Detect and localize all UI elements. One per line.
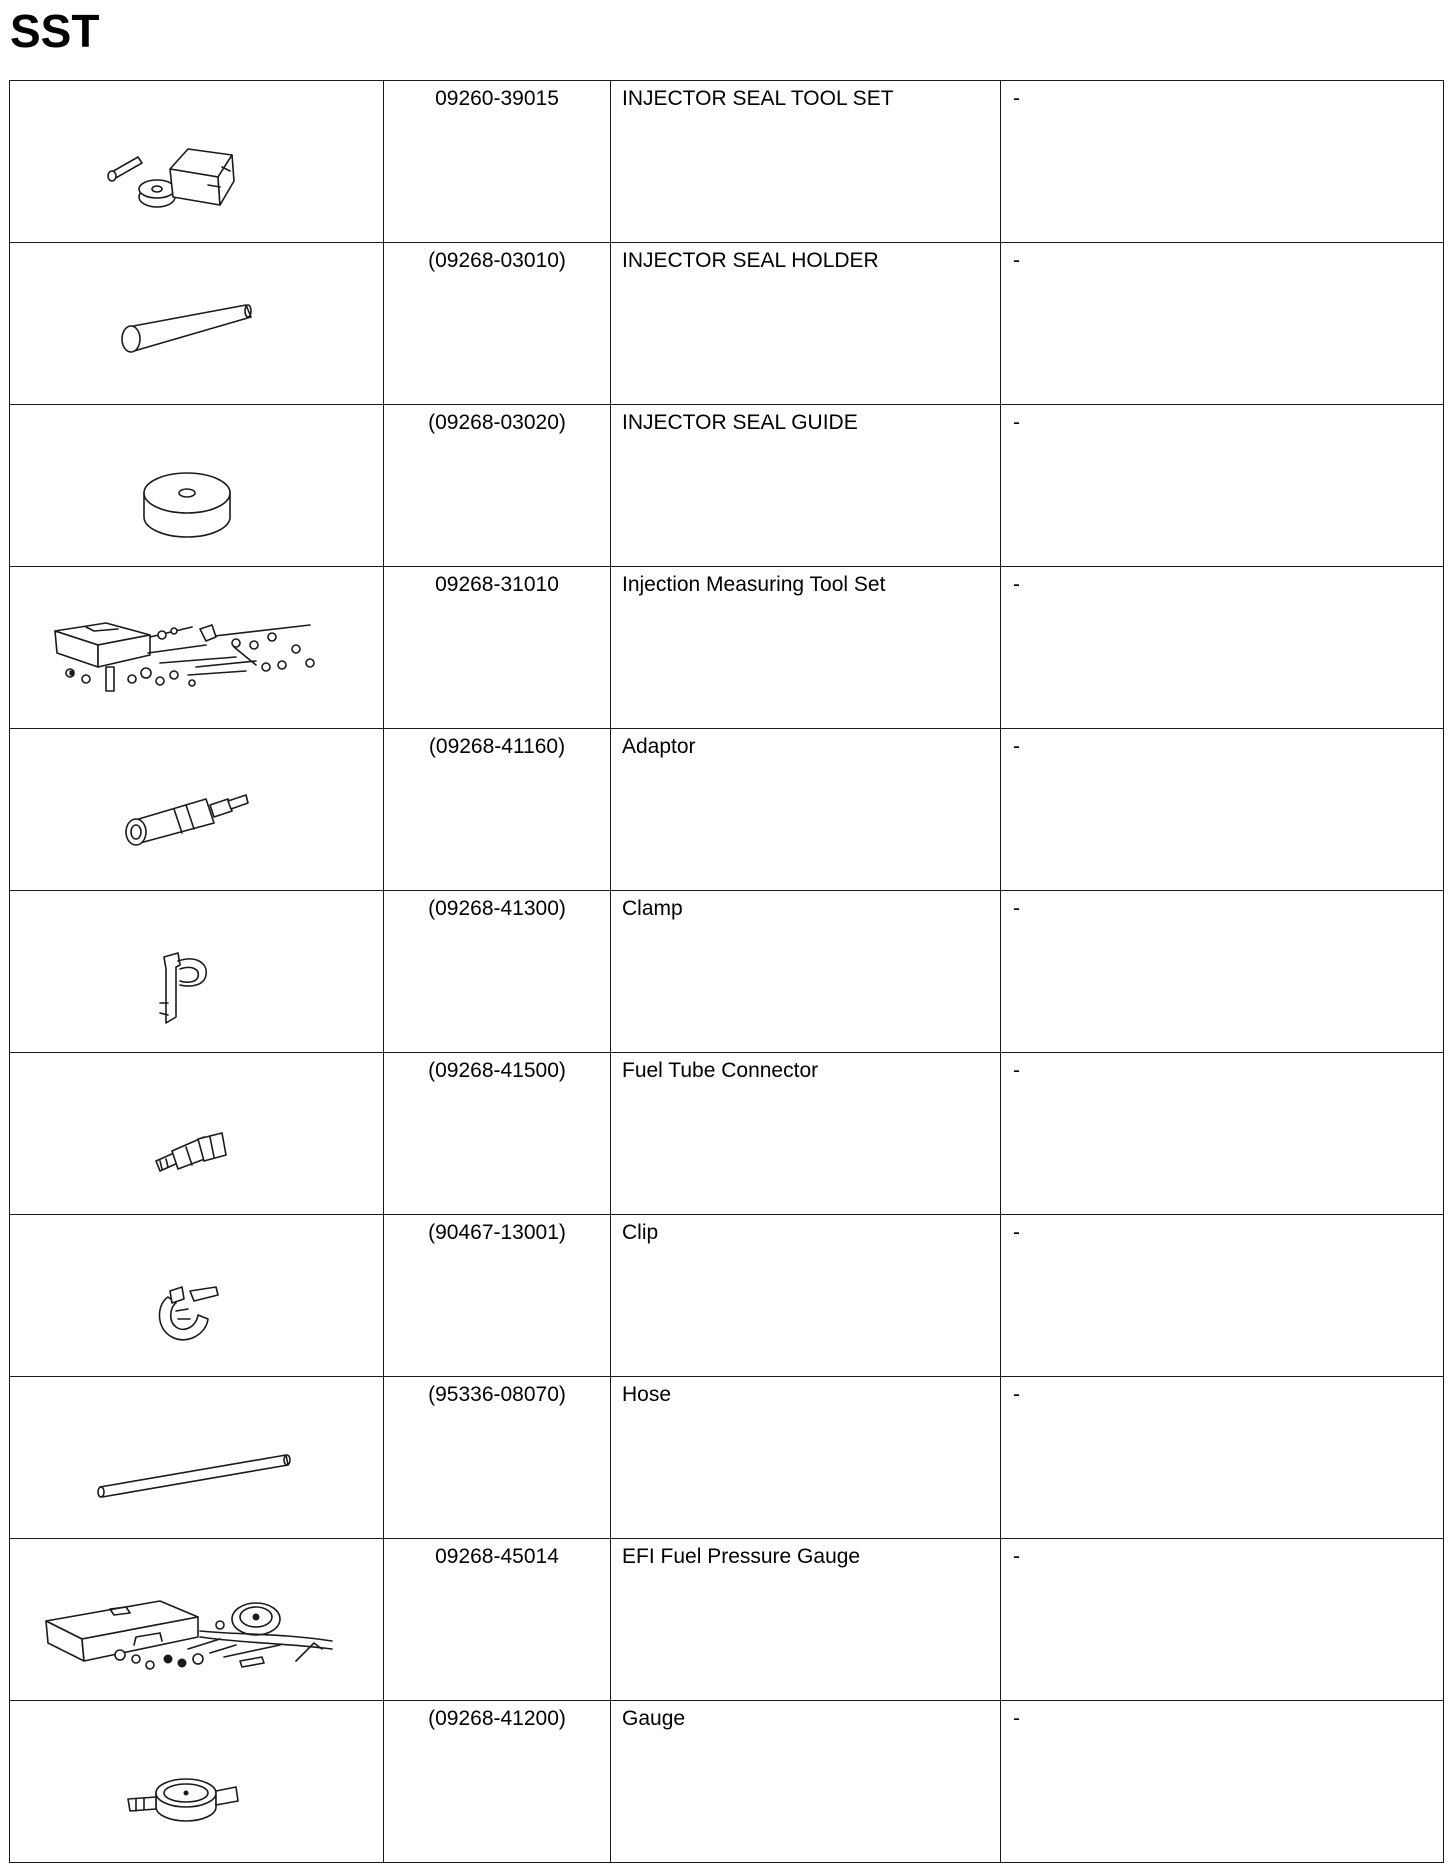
sst-table <box>9 80 1444 1863</box>
tool-note: - <box>1001 567 1444 729</box>
part-number: 09268-31010 <box>384 567 611 729</box>
tool-image-cell <box>10 1053 384 1215</box>
clamp-icon <box>10 891 383 1052</box>
table-row <box>10 1539 1444 1701</box>
hose-icon <box>10 1377 383 1538</box>
tool-note: - <box>1001 1215 1444 1377</box>
tool-note: - <box>1001 81 1444 243</box>
part-number: (95336-08070) <box>384 1377 611 1539</box>
tool-name: INJECTOR SEAL TOOL SET <box>611 81 1001 243</box>
tool-name: Clamp <box>611 891 1001 1053</box>
tool-name: Clip <box>611 1215 1001 1377</box>
tool-image-cell <box>10 1539 384 1701</box>
tool-image-cell <box>10 729 384 891</box>
table-row <box>10 1053 1444 1215</box>
injector-seal-tool-set-icon <box>10 81 383 242</box>
tool-name: Hose <box>611 1377 1001 1539</box>
tool-name: Adaptor <box>611 729 1001 891</box>
part-number: (09268-41500) <box>384 1053 611 1215</box>
injector-seal-holder-icon <box>10 243 383 404</box>
tool-image-cell <box>10 1215 384 1377</box>
tool-name: Fuel Tube Connector <box>611 1053 1001 1215</box>
adaptor-icon <box>10 729 383 890</box>
tool-image-cell <box>10 567 384 729</box>
tool-name: INJECTOR SEAL GUIDE <box>611 405 1001 567</box>
table-row <box>10 729 1444 891</box>
tool-note: - <box>1001 891 1444 1053</box>
part-number: (09268-41160) <box>384 729 611 891</box>
table-row <box>10 567 1444 729</box>
gauge-icon <box>10 1701 383 1862</box>
table-row <box>10 405 1444 567</box>
table-row <box>10 1377 1444 1539</box>
tool-name: INJECTOR SEAL HOLDER <box>611 243 1001 405</box>
tool-note: - <box>1001 1377 1444 1539</box>
tool-image-cell <box>10 81 384 243</box>
tool-name: Gauge <box>611 1701 1001 1863</box>
tool-note: - <box>1001 1539 1444 1701</box>
part-number: (09268-41200) <box>384 1701 611 1863</box>
page-title: SST <box>10 5 100 57</box>
table-row <box>10 243 1444 405</box>
part-number: 09268-45014 <box>384 1539 611 1701</box>
part-number: (09268-03020) <box>384 405 611 567</box>
table-row <box>10 1701 1444 1863</box>
table-row <box>10 1215 1444 1377</box>
efi-fuel-pressure-gauge-icon <box>10 1539 383 1700</box>
tool-image-cell <box>10 1377 384 1539</box>
table-row <box>10 891 1444 1053</box>
tool-note: - <box>1001 729 1444 891</box>
tool-name: Injection Measuring Tool Set <box>611 567 1001 729</box>
injector-seal-guide-icon <box>10 405 383 566</box>
part-number: 09260-39015 <box>384 81 611 243</box>
tool-name: EFI Fuel Pressure Gauge <box>611 1539 1001 1701</box>
part-number: (90467-13001) <box>384 1215 611 1377</box>
tool-image-cell <box>10 891 384 1053</box>
injection-measuring-tool-set-icon <box>10 567 383 728</box>
tool-image-cell <box>10 405 384 567</box>
tool-note: - <box>1001 1053 1444 1215</box>
tool-image-cell <box>10 243 384 405</box>
tool-image-cell <box>10 1701 384 1863</box>
clip-icon <box>10 1215 383 1376</box>
part-number: (09268-41300) <box>384 891 611 1053</box>
fuel-tube-connector-icon <box>10 1053 383 1214</box>
part-number: (09268-03010) <box>384 243 611 405</box>
tool-note: - <box>1001 1701 1444 1863</box>
tool-note: - <box>1001 243 1444 405</box>
tool-note: - <box>1001 405 1444 567</box>
table-row <box>10 81 1444 243</box>
